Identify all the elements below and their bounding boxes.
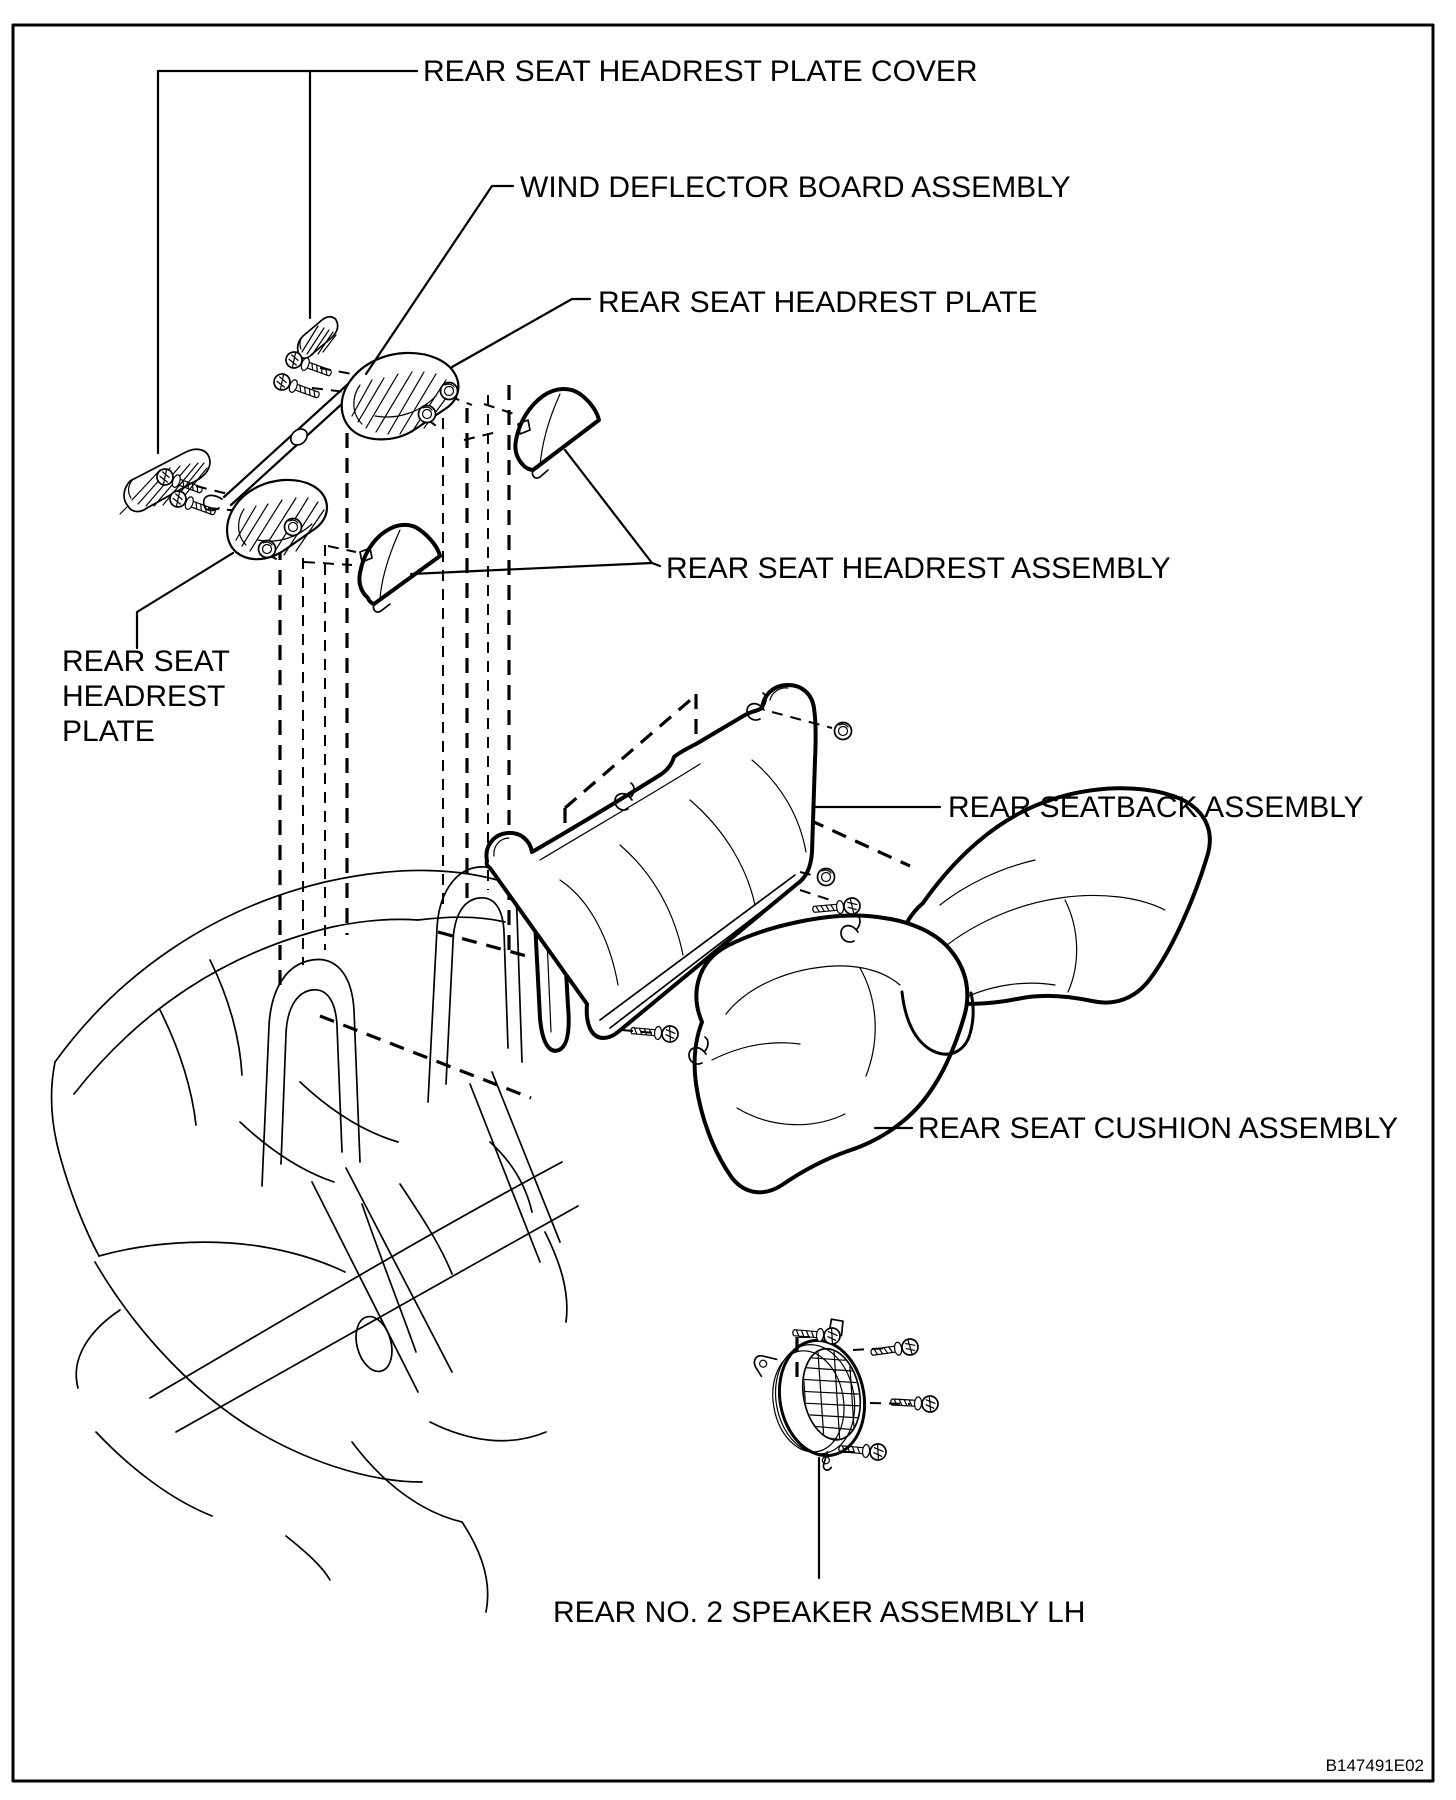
- part-headrest-plate-lower: [227, 480, 327, 559]
- label-headrest-plate-left-line1: REAR SEAT: [62, 645, 230, 678]
- nut-icon: [818, 869, 835, 886]
- label-headrest-assembly: REAR SEAT HEADREST ASSEMBLY: [666, 552, 1171, 585]
- figure-part-code: B147491E02: [1325, 1756, 1424, 1775]
- leader-headrest-plate: [452, 299, 590, 367]
- nut-icon: [285, 519, 302, 536]
- part-headrest-assembly-right: [515, 389, 599, 478]
- nut-icon: [419, 406, 436, 423]
- screw-icon: [630, 1023, 679, 1043]
- label-seatback: REAR SEATBACK ASSEMBLY: [948, 791, 1364, 824]
- car-body-illustration: [52, 851, 581, 1612]
- label-headrest-plate-left-line2: HEADREST: [62, 680, 226, 713]
- nut-icon: [835, 723, 852, 740]
- leader-headrest-plate-left: [137, 553, 233, 648]
- part-headrest-assembly-left: [359, 525, 440, 612]
- part-headrest-plate-upper: [342, 353, 459, 439]
- label-plate-cover: REAR SEAT HEADREST PLATE COVER: [423, 55, 978, 88]
- nut-icon: [259, 541, 276, 558]
- label-headrest-plate: REAR SEAT HEADREST PLATE: [598, 286, 1038, 319]
- nut-icon: [441, 383, 458, 400]
- label-speaker: REAR NO. 2 SPEAKER ASSEMBLY LH: [553, 1596, 1086, 1629]
- guide-lines: [196, 368, 514, 985]
- label-wind-deflector: WIND DEFLECTOR BOARD ASSEMBLY: [520, 171, 1071, 204]
- label-headrest-plate-left-line3: PLATE: [62, 715, 155, 748]
- part-headrest-plate-cover-top: [298, 317, 338, 358]
- label-cushion: REAR SEAT CUSHION ASSEMBLY: [918, 1112, 1399, 1145]
- screw-icon: [168, 489, 218, 520]
